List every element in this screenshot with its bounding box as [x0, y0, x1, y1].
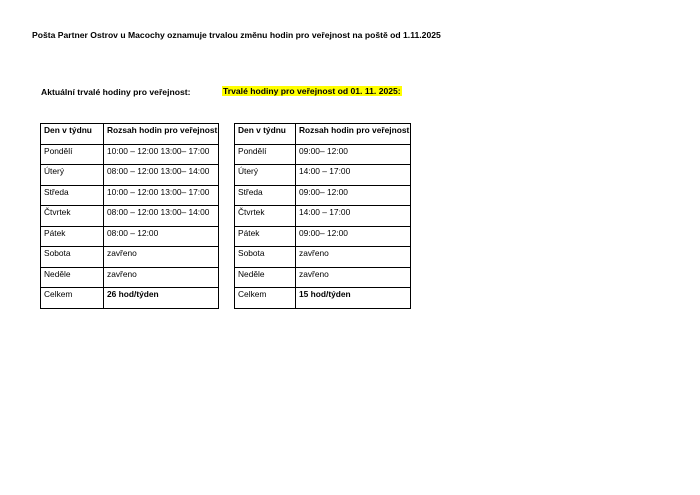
- table-row: [41, 144, 219, 165]
- hours-cell: zavřeno: [104, 267, 219, 288]
- day-cell: Neděle: [235, 267, 296, 288]
- table-row: [41, 247, 219, 268]
- table-row: [235, 206, 411, 227]
- day-cell: Středa: [235, 185, 296, 206]
- table-row: [41, 206, 219, 227]
- day-cell: Pondělí: [235, 144, 296, 165]
- day-cell: Středa: [41, 185, 104, 206]
- current-hours-heading: Aktuální trvalé hodiny pro veřejnost:: [41, 87, 191, 97]
- table-row: [235, 144, 411, 165]
- day-cell: Sobota: [235, 247, 296, 268]
- hours-cell: 10:00 – 12:00 13:00– 17:00: [104, 144, 219, 165]
- hours-cell: 10:00 – 12:00 13:00– 17:00: [104, 185, 219, 206]
- day-cell: Pondělí: [41, 144, 104, 165]
- table-row: [235, 226, 411, 247]
- day-cell: Pátek: [41, 226, 104, 247]
- current-hours-table: [40, 123, 219, 309]
- new-hours-table: [234, 123, 411, 309]
- day-cell: Sobota: [41, 247, 104, 268]
- table-row: [235, 185, 411, 206]
- table-row: [41, 185, 219, 206]
- day-cell: Úterý: [235, 165, 296, 186]
- column-header-day: Den v týdnu: [41, 124, 104, 145]
- hours-cell: 14:00 – 17:00: [296, 165, 411, 186]
- hours-cell: 09:00– 12:00: [296, 226, 411, 247]
- day-cell: Úterý: [41, 165, 104, 186]
- new-hours-heading-highlight: Trvalé hodiny pro veřejnost od 01. 11. 2025:: [223, 86, 401, 96]
- hours-cell: 09:00– 12:00: [296, 185, 411, 206]
- table-header-row: [235, 124, 411, 145]
- table-row: [235, 165, 411, 186]
- hours-cell: 09:00– 12:00: [296, 144, 411, 165]
- total-value: 15 hod/týden: [296, 288, 411, 309]
- new-hours-heading: [222, 86, 402, 96]
- hours-cell: 08:00 – 12:00 13:00– 14:00: [104, 165, 219, 186]
- notice-title: Pošta Partner Ostrov u Macochy oznamuje trvalou změnu hodin pro veřejnost na poště od 1.11.2025: [32, 30, 441, 40]
- hours-cell: 08:00 – 12:00 13:00– 14:00: [104, 206, 219, 227]
- column-header-hours: Rozsah hodin pro veřejnost: [296, 124, 411, 145]
- total-value: 26 hod/týden: [104, 288, 219, 309]
- total-label: Celkem: [235, 288, 296, 309]
- total-label: Celkem: [41, 288, 104, 309]
- hours-cell: zavřeno: [296, 267, 411, 288]
- day-cell: Čtvrtek: [235, 206, 296, 227]
- hours-cell: zavřeno: [104, 247, 219, 268]
- column-header-hours: Rozsah hodin pro veřejnost: [104, 124, 219, 145]
- day-cell: Neděle: [41, 267, 104, 288]
- table-row: [235, 267, 411, 288]
- table-row: [41, 226, 219, 247]
- table-row: [41, 165, 219, 186]
- hours-cell: 14:00 – 17:00: [296, 206, 411, 227]
- day-cell: Čtvrtek: [41, 206, 104, 227]
- table-row: [235, 247, 411, 268]
- column-header-day: Den v týdnu: [235, 124, 296, 145]
- table-header-row: [41, 124, 219, 145]
- table-row: [41, 267, 219, 288]
- day-cell: Pátek: [235, 226, 296, 247]
- hours-cell: 08:00 – 12:00: [104, 226, 219, 247]
- hours-cell: zavřeno: [296, 247, 411, 268]
- total-row: [41, 288, 219, 309]
- total-row: [235, 288, 411, 309]
